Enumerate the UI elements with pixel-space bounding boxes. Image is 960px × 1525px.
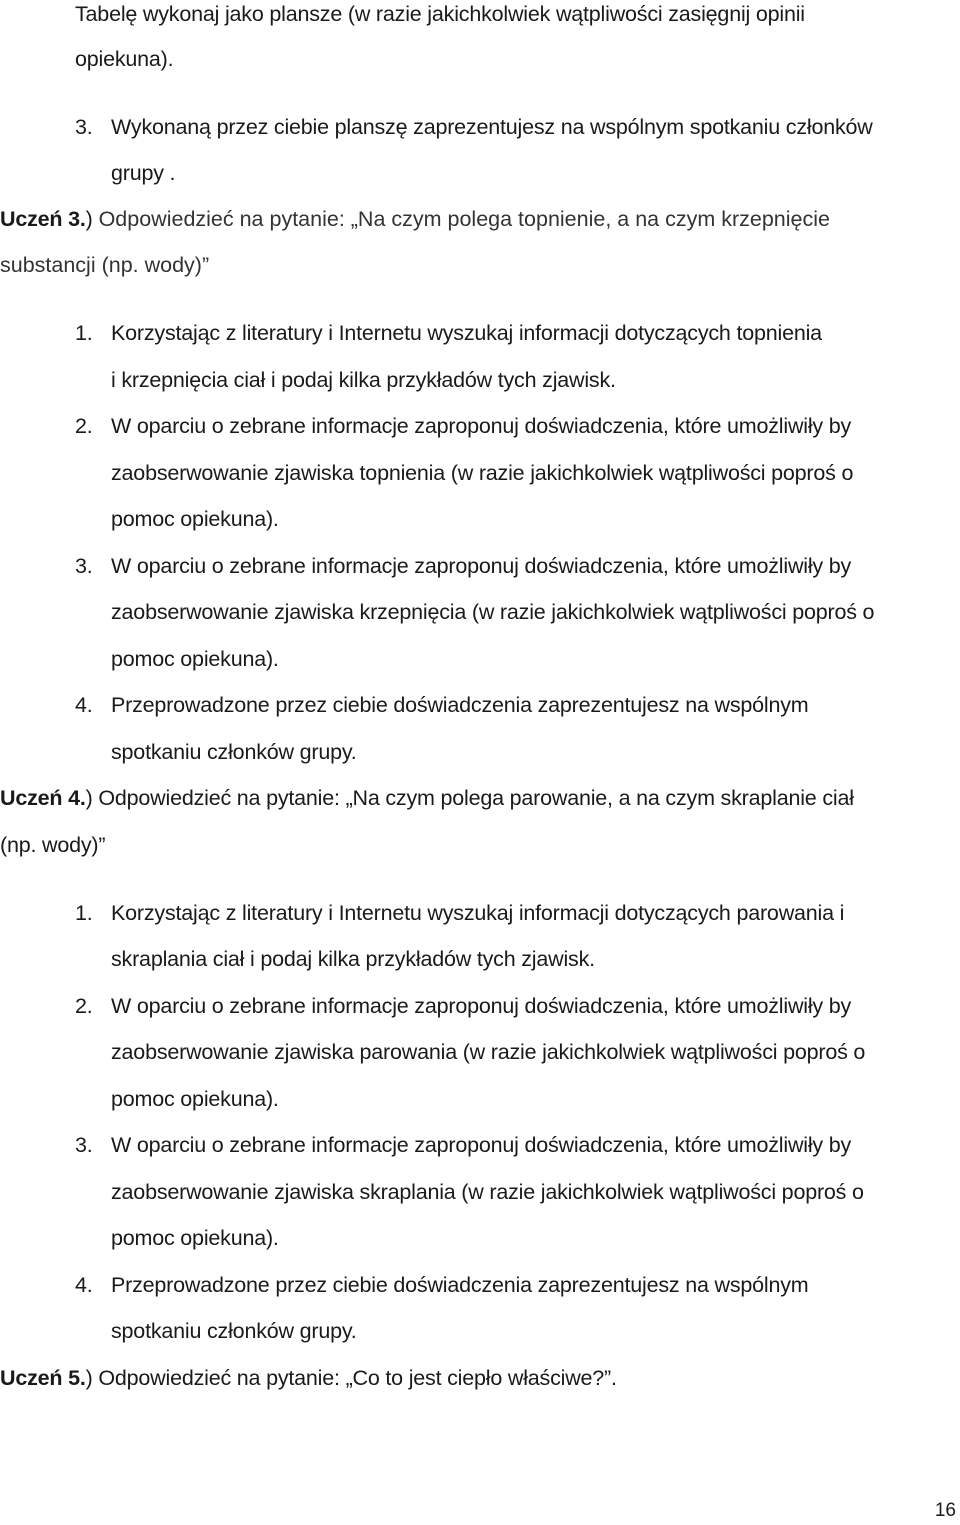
student-label: Uczeń 3.: [0, 207, 86, 231]
text-line: spotkaniu członków grupy.: [111, 1319, 357, 1343]
list-item: [75, 113, 873, 141]
text-line: Tabelę wykonaj jako plansze (w razie jakichkolwiek wątpliwości zasięgnij opinii: [75, 2, 805, 26]
section-heading: [0, 784, 854, 812]
list-number: 2.: [75, 994, 93, 1018]
text-line: zaobserwowanie zjawiska topnienia (w razie jakichkolwiek wątpliwości poproś o: [111, 461, 854, 485]
paren: ): [85, 1366, 93, 1390]
text-line: pomoc opiekuna).: [111, 1226, 279, 1250]
text-line: zaobserwowanie zjawiska parowania (w razie jakichkolwiek wątpliwości poproś o: [111, 1040, 866, 1064]
list-item: [75, 691, 808, 719]
list-number: 1.: [75, 321, 93, 345]
list-number: 3.: [75, 115, 93, 139]
list-text: W oparciu o zebrane informacje zaproponuj doświadczenia, które umożliwiły by: [111, 994, 852, 1018]
list-number: 2.: [75, 414, 93, 438]
text-line: zaobserwowanie zjawiska krzepnięcia (w razie jakichkolwiek wątpliwości poproś o: [111, 600, 875, 624]
text-line: zaobserwowanie zjawiska skraplania (w razie jakichkolwiek wątpliwości poproś o: [111, 1180, 864, 1204]
list-text: Przeprowadzone przez ciebie doświadczenia zaprezentujesz na wspólnym: [111, 1273, 809, 1297]
student-label: Uczeń 5.: [0, 1366, 86, 1390]
list-item: [75, 319, 822, 347]
list-text: W oparciu o zebrane informacje zaproponuj doświadczenia, które umożliwiły by: [111, 554, 852, 578]
list-item: [75, 412, 851, 440]
list-number: 4.: [75, 1273, 93, 1297]
text-line: pomoc opiekuna).: [111, 1087, 279, 1111]
section-heading: [0, 1364, 617, 1392]
page-number: 16: [934, 1500, 956, 1521]
text-line: substancji (np. wody)”: [0, 253, 210, 277]
text-line: opiekuna).: [75, 47, 174, 71]
list-text: Korzystając z literatury i Internetu wyszukaj informacji dotyczących topnienia: [111, 321, 822, 345]
list-item: [75, 899, 844, 927]
question-text: Odpowiedzieć na pytanie: „Co to jest ciepło właściwe?”.: [92, 1366, 617, 1390]
text-line: i krzepnięcia ciał i podaj kilka przykładów tych zjawisk.: [111, 368, 616, 392]
list-number: 4.: [75, 693, 93, 717]
list-item: [75, 1131, 851, 1159]
section-heading: [0, 205, 830, 233]
list-item: [75, 552, 851, 580]
paren: ): [85, 207, 93, 231]
question-text: Odpowiedzieć na pytanie: „Na czym polega parowanie, a na czym skraplanie ciał: [92, 786, 854, 810]
text-line: spotkaniu członków grupy.: [111, 740, 357, 764]
list-text: Korzystając z literatury i Internetu wyszukaj informacji dotyczących parowania i: [111, 901, 845, 925]
list-number: 3.: [75, 1133, 93, 1157]
text-line: grupy .: [111, 161, 176, 185]
text-line: (np. wody)”: [0, 833, 106, 857]
text-line: skraplania ciał i podaj kilka przykładów tych zjawisk.: [111, 947, 595, 971]
list-item: [75, 992, 851, 1020]
list-item: [75, 1271, 808, 1299]
text-line: pomoc opiekuna).: [111, 507, 279, 531]
list-text: Przeprowadzone przez ciebie doświadczenia zaprezentujesz na wspólnym: [111, 693, 809, 717]
list-number: 1.: [75, 901, 93, 925]
list-number: 3.: [75, 554, 93, 578]
list-text: W oparciu o zebrane informacje zaproponuj doświadczenia, które umożliwiły by: [111, 414, 852, 438]
paren: ): [85, 786, 93, 810]
list-text: Wykonaną przez ciebie planszę zaprezentujesz na wspólnym spotkaniu członków: [111, 115, 873, 139]
question-text: Odpowiedzieć na pytanie: „Na czym polega topnienie, a na czym krzepnięcie: [92, 207, 830, 231]
list-text: W oparciu o zebrane informacje zaproponuj doświadczenia, które umożliwiły by: [111, 1133, 852, 1157]
text-line: pomoc opiekuna).: [111, 647, 279, 671]
student-label: Uczeń 4.: [0, 786, 86, 810]
